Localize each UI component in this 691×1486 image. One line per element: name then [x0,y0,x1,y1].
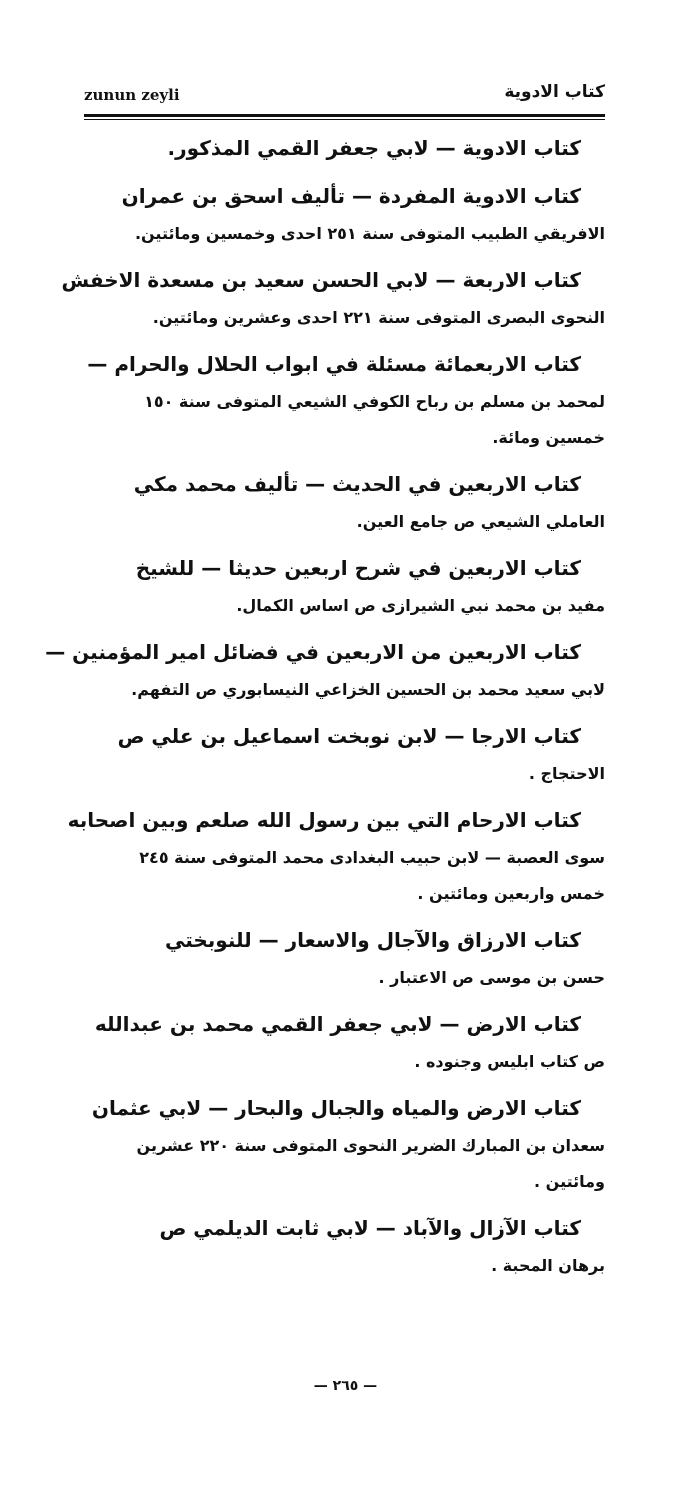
entry-title: كتاب الاربعمائة مسئلة في ابواب الحلال والحرام — [87,352,581,376]
entry-item [100,920,605,996]
entry-title: كتاب الارض والمياه والجبال والبحار — لابي عثمان [91,1096,581,1120]
entry-detail: حسن بن موسى ص الاعتبار . [378,968,605,987]
entry-detail: الاحتجاج . [528,764,605,783]
entry-detail: ص كتاب ابليس وجنوده . [414,1052,605,1071]
entry-detail: مفيد بن محمد نبي الشيرازى ص اساس الكمال. [236,596,605,615]
entry-item [91,1088,605,1200]
entry-detail: النحوى البصرى المتوفى سنة ٢٢١ احدى وعشرين ومائتين. [152,308,605,327]
entry-list [45,128,605,1292]
entry-detail: لمحمد بن مسلم بن رباح الكوفي الشيعي المتوفى سنة ١٥٠ خمسين ومائة. [144,392,605,447]
header-rule-thin [84,119,605,120]
entry-item [100,1208,605,1284]
entry-title: كتاب الاربعة — لابي الحسن سعيد بن مسعدة الاخفش [61,268,581,292]
entry-item [100,548,605,624]
entry-detail: لابي سعيد محمد بن الحسين الخزاعي النيسابوري ص التفهم. [131,680,605,699]
entry-item [100,176,605,252]
entry-item [100,464,605,540]
entry-item [94,1004,605,1080]
entry-title: كتاب الارزاق والآجال والاسعار — للنوبختي [164,928,581,952]
entry-title: كتاب الادوية — لابي جعفر القمي المذكور. [167,136,581,160]
entry-title: كتاب الاربعين في الحديث — تأليف محمد مكي [133,472,581,496]
entry-title: كتاب الارجا — لابن نوبخت اسماعيل بن علي ص [117,724,581,748]
entry-title: كتاب الادوية المفردة — تأليف اسحق بن عمران [121,184,581,208]
entry-item [67,800,605,912]
entry-item [100,128,605,168]
entry-title: كتاب الارحام التي بين رسول الله صلعم وبين اصحابه [67,808,581,832]
entry-title: كتاب الارض — لابي جعفر القمي محمد بن عبدالله [94,1012,581,1036]
header-rule-thick [84,114,605,117]
page-number: — ٢٦٥ — [313,1378,378,1394]
entry-item [100,716,605,792]
entry-item [87,344,605,456]
entry-detail: العاملي الشيعي ص جامع العين. [356,512,605,531]
entry-detail: الافريقي الطبيب المتوفى سنة ٢٥١ احدى وخمسين ومائتين. [134,224,605,243]
entry-title: كتاب الآزال والآباد — لابي ثابت الديلمي ص [159,1216,581,1240]
entry-detail: سوى العصبة — لابن حبيب البغدادى محمد المتوفى سنة ٢٤٥ خمس واربعين ومائتين . [139,848,605,903]
entry-detail: سعدان بن المبارك الضرير النحوى المتوفى سنة ٢٢٠ عشرين ومائتين . [136,1136,605,1191]
entry-title: كتاب الاربعين في شرح اربعين حديثا — للشيخ [135,556,581,580]
entry-item [45,632,605,708]
header-section-title: كتاب الادوية [504,82,605,102]
entry-detail: برهان المحبة . [491,1256,605,1275]
entry-title: كتاب الاربعين من الاربعين في فضائل امير المؤمنين — [45,640,581,664]
entry-item [61,260,605,336]
header-series-title: zunun zeyli [84,86,180,104]
